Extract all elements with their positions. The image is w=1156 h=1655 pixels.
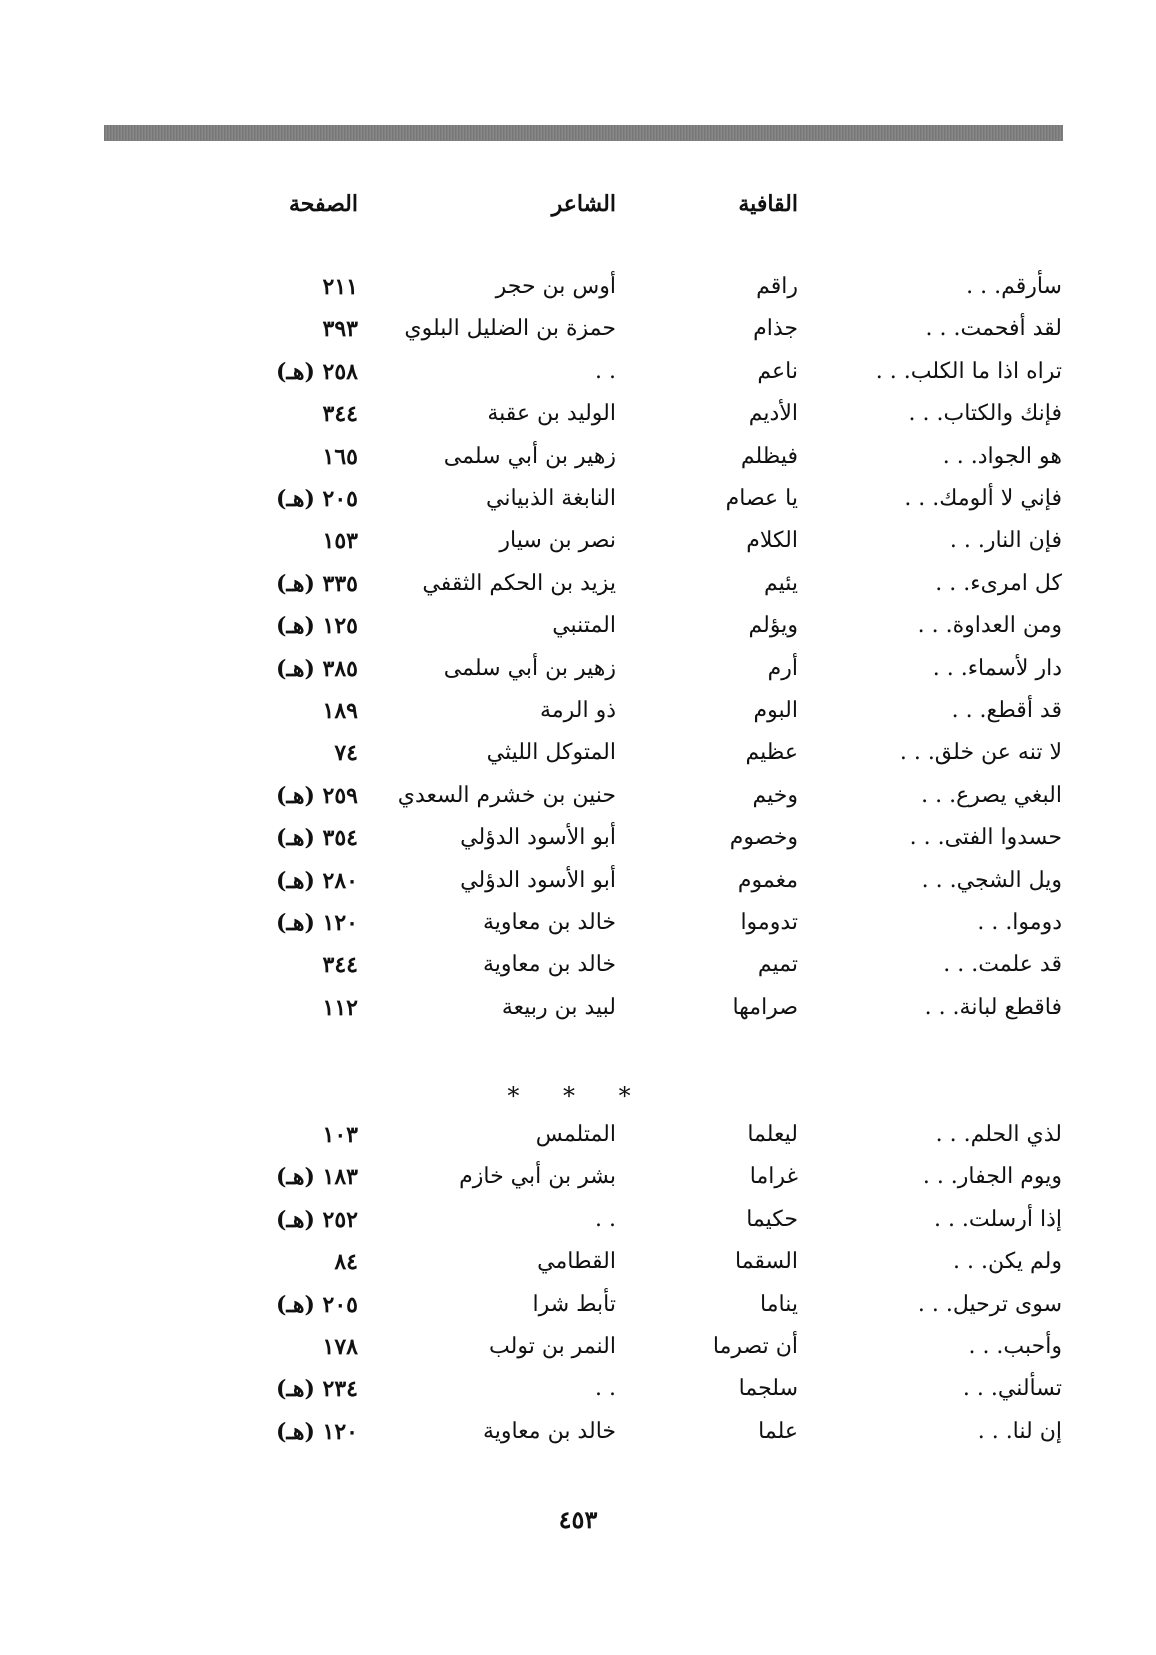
poet-name: القطامي	[537, 1249, 616, 1275]
page-ref: ١٦٥	[322, 443, 358, 470]
first-hemistich: حسدوا الفتى. . .	[909, 825, 1062, 851]
table-row	[0, 483, 1156, 515]
table-row	[0, 949, 1156, 981]
poet-name: النابغة الذبياني	[486, 486, 616, 511]
page-ref: ٢٥٩ (هـ)	[276, 782, 358, 809]
first-hemistich: قد أقطع. . .	[951, 698, 1062, 723]
first-hemistich: لذي الحلم. . .	[935, 1122, 1062, 1147]
table-row	[0, 1416, 1156, 1448]
table-row	[0, 822, 1156, 854]
first-hemistich: البغي يصرع. . .	[921, 782, 1062, 808]
header-page: الصفحة	[288, 191, 358, 217]
rhyme-word: أرم	[767, 655, 798, 681]
rhyme-word: الأديم	[748, 401, 798, 427]
page-ref: ٢٠٥ (هـ)	[276, 1291, 358, 1318]
page-ref: ١٥٣	[322, 528, 358, 555]
poet-name: المتلمس	[535, 1122, 616, 1147]
rhyme-word: الكلام	[746, 528, 798, 554]
table-row	[0, 610, 1156, 642]
poet-name: أبو الأسود الدؤلي	[460, 867, 616, 893]
poet-name: زهير بن أبي سلمى	[443, 443, 616, 469]
first-hemistich: فإن النار. . .	[949, 528, 1062, 554]
poet-name: . .	[595, 1206, 616, 1232]
section-separator: * * *	[507, 1082, 649, 1110]
poet-name: . .	[595, 1376, 616, 1402]
page-ref: ٣٨٥ (هـ)	[276, 655, 358, 682]
poet-name: . .	[595, 358, 616, 384]
table-row	[0, 1289, 1156, 1321]
first-hemistich: ومن العداوة. . .	[917, 613, 1062, 639]
header-poet: الشاعر	[551, 191, 616, 217]
page-ref: ٣٤٤	[322, 952, 358, 979]
page-ref: ٢٨٠ (هـ)	[276, 867, 358, 894]
table-row	[0, 441, 1156, 473]
page-number: ٤٥٣	[558, 1505, 598, 1534]
poet-name: يزيد بن الحكم الثقفي	[422, 570, 616, 596]
page-ref: ١١٢	[322, 994, 358, 1021]
rhyme-word: جذام	[753, 316, 798, 342]
page-ref: ٣٣٥ (هـ)	[276, 570, 358, 597]
poet-name: المتوكل الليثي	[486, 740, 616, 766]
first-hemistich: فاقطع لبانة. . .	[924, 994, 1062, 1020]
page-ref: ١٨٩	[322, 698, 358, 724]
poet-name: خالد بن معاوية	[482, 952, 616, 978]
table-row	[0, 525, 1156, 557]
page-ref: ٢١١	[322, 274, 358, 300]
rhyme-word: ويؤلم	[748, 613, 798, 639]
poet-name: تأبط شرا	[532, 1291, 616, 1317]
first-hemistich: إن لنا. . .	[977, 1418, 1062, 1444]
table-row	[0, 568, 1156, 600]
first-hemistich: إذا أرسلت. . .	[933, 1206, 1062, 1232]
table-row	[0, 1331, 1156, 1363]
poet-name: لبيد بن ربيعة	[501, 994, 616, 1020]
first-hemistich: لقد أفحمت. . .	[925, 316, 1062, 342]
table-row	[0, 907, 1156, 939]
poet-name: ذو الرمة	[540, 698, 616, 723]
page-ref: ٨٤	[334, 1249, 358, 1276]
first-hemistich: فإنك والكتاب. . .	[908, 401, 1062, 427]
rhyme-word: البوم	[753, 698, 798, 723]
table-row	[0, 1204, 1156, 1236]
header-rhyme: القافية	[738, 191, 798, 217]
poet-name: خالد بن معاوية	[482, 910, 616, 935]
first-hemistich: ويل الشجي. . .	[921, 867, 1062, 893]
poet-name: الوليد بن عقبة	[487, 401, 616, 427]
rhyme-word: السقما	[735, 1249, 798, 1275]
rhyme-word: يئيم	[763, 570, 798, 596]
rhyme-word: يا عصام	[725, 486, 798, 511]
rhyme-word: سلجما	[738, 1376, 798, 1402]
table-row	[0, 653, 1156, 685]
page-ref: ٧٤	[334, 740, 358, 767]
table-row	[0, 780, 1156, 812]
table-row	[0, 992, 1156, 1024]
table-row	[0, 865, 1156, 897]
poet-name: أبو الأسود الدؤلي	[460, 825, 616, 851]
rhyme-word: مغموم	[737, 867, 798, 893]
rhyme-word: يناما	[760, 1291, 798, 1317]
table-row	[0, 271, 1156, 303]
first-hemistich: لا تنه عن خلق. . .	[899, 740, 1062, 766]
first-hemistich: تسألني. . .	[962, 1376, 1062, 1402]
top-decorative-rule	[104, 125, 1063, 141]
page-ref: ٣٩٣	[322, 316, 358, 343]
first-hemistich: فإني لا ألومك. . .	[904, 486, 1062, 511]
poet-name: بشر بن أبي خازم	[459, 1164, 616, 1190]
rhyme-word: أن تصرما	[712, 1334, 798, 1359]
poet-name: نصر بن سيار	[499, 528, 616, 554]
page-ref: ٢٥٨ (هـ)	[276, 358, 358, 385]
first-hemistich: وأحبب. . .	[968, 1334, 1062, 1359]
rhyme-word: صرامها	[732, 994, 798, 1020]
page-ref: ٢٠٥ (هـ)	[276, 486, 358, 512]
first-hemistich: دار لأسماء. . .	[932, 655, 1062, 681]
table-row	[0, 1373, 1156, 1405]
rhyme-word: عظيم	[745, 740, 798, 766]
rhyme-word: ليعلما	[747, 1122, 798, 1147]
rhyme-word: وخيم	[752, 782, 798, 808]
table-row	[0, 398, 1156, 430]
table-row	[0, 1246, 1156, 1278]
page-ref: ١٢٠ (هـ)	[276, 910, 358, 936]
page-ref: ١٢٥ (هـ)	[276, 613, 358, 640]
poet-name: المتنبي	[552, 613, 616, 639]
first-hemistich: سوى ترحيل. . .	[917, 1291, 1062, 1317]
table-row	[0, 1161, 1156, 1193]
rhyme-word: حكيما	[746, 1206, 798, 1232]
page-ref: ١٢٠ (هـ)	[276, 1418, 358, 1445]
table-row	[0, 356, 1156, 388]
poet-name: حنين بن خشرم السعدي	[397, 782, 616, 808]
page-ref: ١٧٨	[322, 1334, 358, 1360]
first-hemistich: كل امرىء. . .	[935, 570, 1062, 596]
rhyme-word: غراما	[749, 1164, 798, 1190]
poet-name: النمر بن تولب	[489, 1334, 616, 1359]
page-ref: ٢٥٢ (هـ)	[276, 1206, 358, 1233]
column-headers	[0, 191, 1156, 221]
table-row	[0, 313, 1156, 345]
table-row	[0, 737, 1156, 769]
rhyme-word: علما	[758, 1418, 798, 1444]
first-hemistich: ولم يكن. . .	[953, 1249, 1062, 1275]
first-hemistich: هو الجواد. . .	[942, 443, 1062, 469]
poet-name: زهير بن أبي سلمى	[443, 655, 616, 681]
page-ref: ١٨٣ (هـ)	[276, 1164, 358, 1191]
rhyme-word: تميم	[757, 952, 798, 978]
first-hemistich: ويوم الجفار. . .	[922, 1164, 1062, 1190]
first-hemistich: سأرقم. . .	[966, 274, 1062, 299]
rhyme-word: ناعم	[757, 358, 798, 384]
rhyme-word: تدوموا	[740, 910, 798, 935]
rhyme-word: راقم	[756, 274, 798, 299]
page-ref: ٢٣٤ (هـ)	[276, 1376, 358, 1403]
first-hemistich: تراه اذا ما الكلب. . .	[875, 358, 1062, 384]
rhyme-word: فيظلم	[740, 443, 798, 469]
table-row	[0, 1119, 1156, 1151]
page-ref: ٣٤٤	[322, 401, 358, 428]
first-hemistich: قد علمت. . .	[943, 952, 1062, 978]
page-ref: ١٠٣	[322, 1122, 358, 1148]
poet-name: خالد بن معاوية	[482, 1418, 616, 1444]
table-row	[0, 695, 1156, 727]
page-ref: ٣٥٤ (هـ)	[276, 825, 358, 852]
first-hemistich: دوموا. . .	[977, 910, 1062, 935]
poet-name: أوس بن حجر	[495, 274, 616, 299]
rhyme-word: وخصوم	[729, 825, 798, 851]
poet-name: حمزة بن الضليل البلوي	[404, 316, 616, 342]
